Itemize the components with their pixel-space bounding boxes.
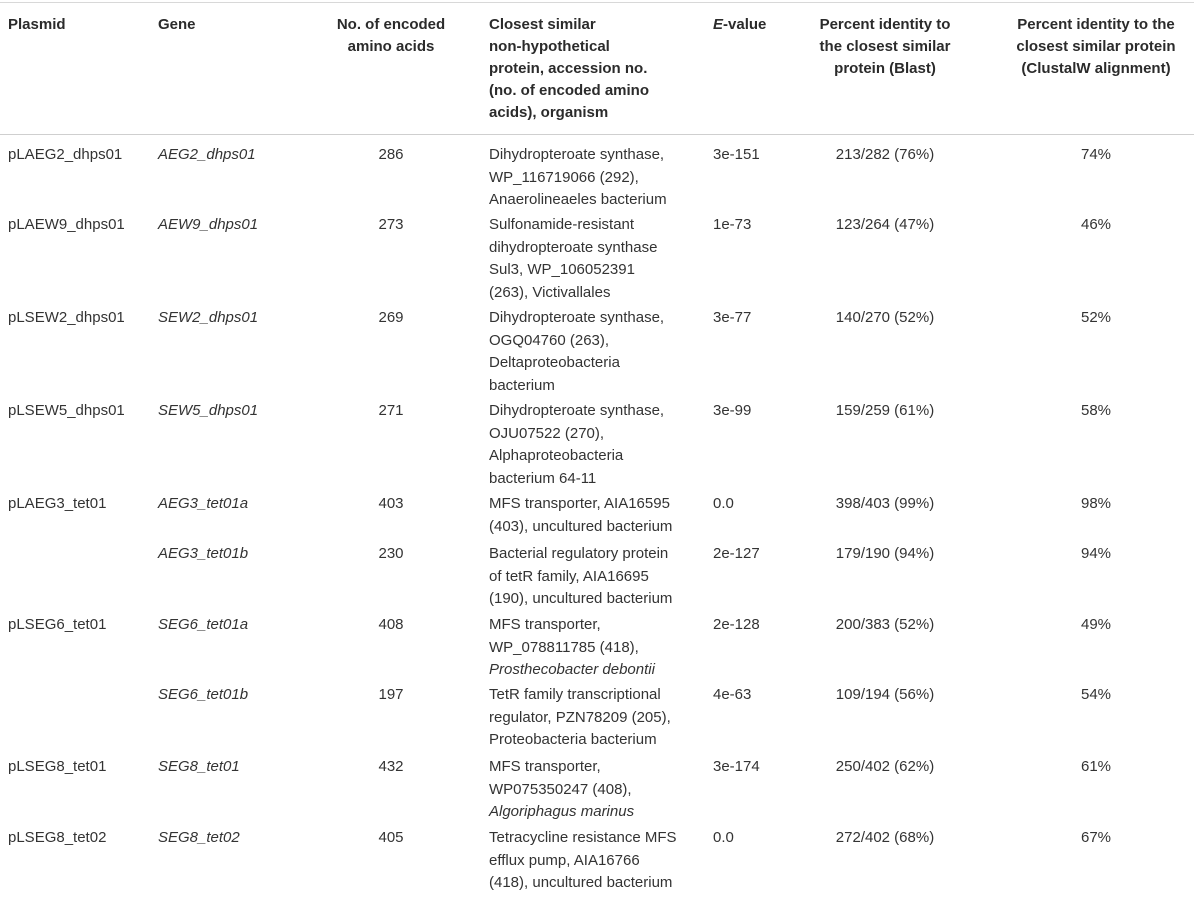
cell-clustal-identity: 54%: [1080, 686, 1112, 703]
cell-blast-identity: 123/264 (47%): [835, 216, 935, 233]
cell-plasmid: pLAEW9_dhps01: [8, 216, 125, 233]
cell-gene: SEG8_tet01: [158, 758, 240, 775]
header-gene: Gene: [158, 16, 196, 33]
cell-gene: SEW5_dhps01: [158, 402, 259, 419]
cell-plasmid: pLAEG2_dhps01: [8, 146, 123, 163]
cell-clustal-identity: 61%: [1080, 758, 1112, 775]
protein-line: efflux pump, AIA16766: [489, 851, 640, 869]
protein-line: (418), uncultured bacterium: [489, 874, 673, 891]
cell-amino-acids: 273: [378, 216, 404, 233]
cell-evalue: 3e-151: [713, 146, 760, 163]
cell-evalue: 4e-63: [713, 686, 752, 703]
cell-blast-identity: 109/194 (56%): [835, 686, 935, 703]
cell-evalue: 3e-99: [713, 402, 752, 419]
protein-line: Prosthecobacter debontii: [489, 661, 655, 678]
cell-plasmid: pLSEG8_tet02: [8, 829, 107, 846]
protein-line: (190), uncultured bacterium: [489, 590, 673, 607]
cell-closest-protein: [489, 827, 677, 895]
cell-blast-identity: 200/383 (52%): [835, 616, 935, 633]
header-evalue: E-value: [713, 16, 767, 33]
header-amino-acids: No. of encoded amino acids: [336, 16, 446, 55]
cell-gene: SEG6_tet01a: [158, 616, 249, 633]
cell-evalue: 0.0: [713, 829, 734, 846]
cell-closest-protein: [489, 684, 671, 752]
cell-amino-acids: 269: [378, 309, 404, 326]
cell-evalue: 1e-73: [713, 216, 752, 233]
cell-clustal-identity: 98%: [1080, 495, 1112, 512]
cell-amino-acids: 403: [378, 495, 404, 512]
protein-line: WP_078811785 (418),: [489, 638, 639, 656]
cell-evalue: 2e-128: [713, 616, 760, 633]
protein-line: dihydropteroate synthase: [489, 238, 658, 256]
protein-line: Dihydropteroate synthase,: [489, 309, 665, 326]
cell-amino-acids: 286: [378, 146, 404, 163]
cell-blast-identity: 272/402 (68%): [835, 829, 935, 846]
protein-line: OJU07522 (270),: [489, 424, 605, 442]
cell-clustal-identity: 49%: [1080, 616, 1112, 633]
cell-clustal-identity: 46%: [1080, 216, 1112, 233]
header-closest-protein: Closest similar non-hypothetical protein, accession no. (no. of encoded amino acids), organism: [489, 16, 649, 121]
cell-blast-identity: 159/259 (61%): [835, 402, 935, 419]
cell-closest-protein: [489, 307, 664, 397]
protein-line: Proteobacteria bacterium: [489, 731, 657, 748]
protein-line: Alphaproteobacteria: [489, 447, 624, 464]
header-plasmid: Plasmid: [8, 16, 66, 33]
protein-line: Algoriphagus marinus: [489, 803, 635, 820]
protein-line: Anaerolineaeles bacterium: [489, 191, 667, 208]
protein-line: MFS transporter,: [489, 758, 601, 775]
cell-evalue: 3e-77: [713, 309, 752, 326]
cell-gene: AEG3_tet01b: [158, 545, 249, 562]
cell-amino-acids: 432: [378, 758, 404, 775]
cell-amino-acids: 197: [378, 686, 404, 703]
cell-closest-protein: [489, 756, 634, 824]
cell-closest-protein: [489, 543, 672, 611]
cell-plasmid: pLAEG3_tet01: [8, 495, 107, 512]
cell-gene: SEG6_tet01b: [158, 686, 249, 703]
protein-line: MFS transporter,: [489, 616, 601, 633]
table-top-rule: [0, 2, 1194, 3]
cell-clustal-identity: 52%: [1080, 309, 1112, 326]
cell-gene: SEG8_tet02: [158, 829, 240, 846]
protein-line: Tetracycline resistance MFS: [489, 829, 677, 846]
cell-gene: AEW9_dhps01: [158, 216, 259, 233]
protein-line: Sulfonamide-resistant: [489, 216, 635, 233]
protein-line: (263), Victivallales: [489, 283, 611, 301]
protein-line: Dihydropteroate synthase,: [489, 146, 665, 163]
cell-blast-identity: 213/282 (76%): [835, 146, 935, 163]
cell-blast-identity: 398/403 (99%): [835, 495, 935, 512]
cell-clustal-identity: 58%: [1080, 402, 1112, 419]
protein-line: Bacterial regulatory protein: [489, 545, 669, 562]
cell-blast-identity: 140/270 (52%): [835, 309, 935, 326]
cell-plasmid: pLSEG6_tet01: [8, 616, 107, 633]
protein-line: TetR family transcriptional: [489, 686, 661, 703]
protein-line: Dihydropteroate synthase,: [489, 402, 665, 419]
cell-closest-protein: [489, 614, 655, 682]
cell-gene: AEG3_tet01a: [158, 495, 249, 512]
cell-amino-acids: 230: [378, 545, 404, 562]
cell-evalue: 2e-127: [713, 545, 760, 562]
protein-line: OGQ04760 (263),: [489, 331, 610, 349]
cell-closest-protein: [489, 400, 664, 490]
protein-line: WP075350247 (408),: [489, 780, 632, 798]
protein-line: (403), uncultured bacterium: [489, 517, 673, 535]
header-clustal-identity: Percent identity to the closest similar protein (ClustalW alignment): [1016, 16, 1176, 77]
cell-gene: SEW2_dhps01: [158, 309, 259, 326]
cell-plasmid: pLSEG8_tet01: [8, 758, 107, 775]
cell-amino-acids: 271: [378, 402, 404, 419]
cell-closest-protein: [489, 144, 667, 212]
cell-blast-identity: 250/402 (62%): [835, 758, 935, 775]
cell-evalue: 3e-174: [713, 758, 760, 775]
protein-line: WP_116719066 (292),: [489, 168, 639, 186]
cell-evalue: 0.0: [713, 495, 734, 512]
protein-line: regulator, PZN78209 (205),: [489, 708, 671, 726]
header-divider: [0, 134, 1194, 135]
cell-clustal-identity: 67%: [1080, 829, 1112, 846]
protein-line: Sul3, WP_106052391: [489, 261, 635, 278]
protein-line: Deltaproteobacteria: [489, 354, 620, 371]
cell-amino-acids: 405: [378, 829, 404, 846]
protein-line: bacterium: [489, 376, 555, 394]
cell-plasmid: pLSEW5_dhps01: [8, 402, 125, 419]
cell-plasmid: pLSEW2_dhps01: [8, 309, 125, 326]
cell-blast-identity: 179/190 (94%): [835, 545, 935, 562]
cell-amino-acids: 408: [378, 616, 404, 633]
protein-line: MFS transporter, AIA16595: [489, 495, 670, 512]
header-blast-identity: Percent identity to the closest similar protein (Blast): [819, 16, 951, 77]
cell-clustal-identity: 74%: [1080, 146, 1112, 163]
cell-clustal-identity: 94%: [1080, 545, 1112, 562]
cell-closest-protein: [489, 493, 672, 538]
cell-closest-protein: [489, 214, 657, 304]
cell-gene: AEG2_dhps01: [158, 146, 256, 163]
protein-line: of tetR family, AIA16695: [489, 567, 649, 585]
protein-line: bacterium 64-11: [489, 469, 597, 487]
